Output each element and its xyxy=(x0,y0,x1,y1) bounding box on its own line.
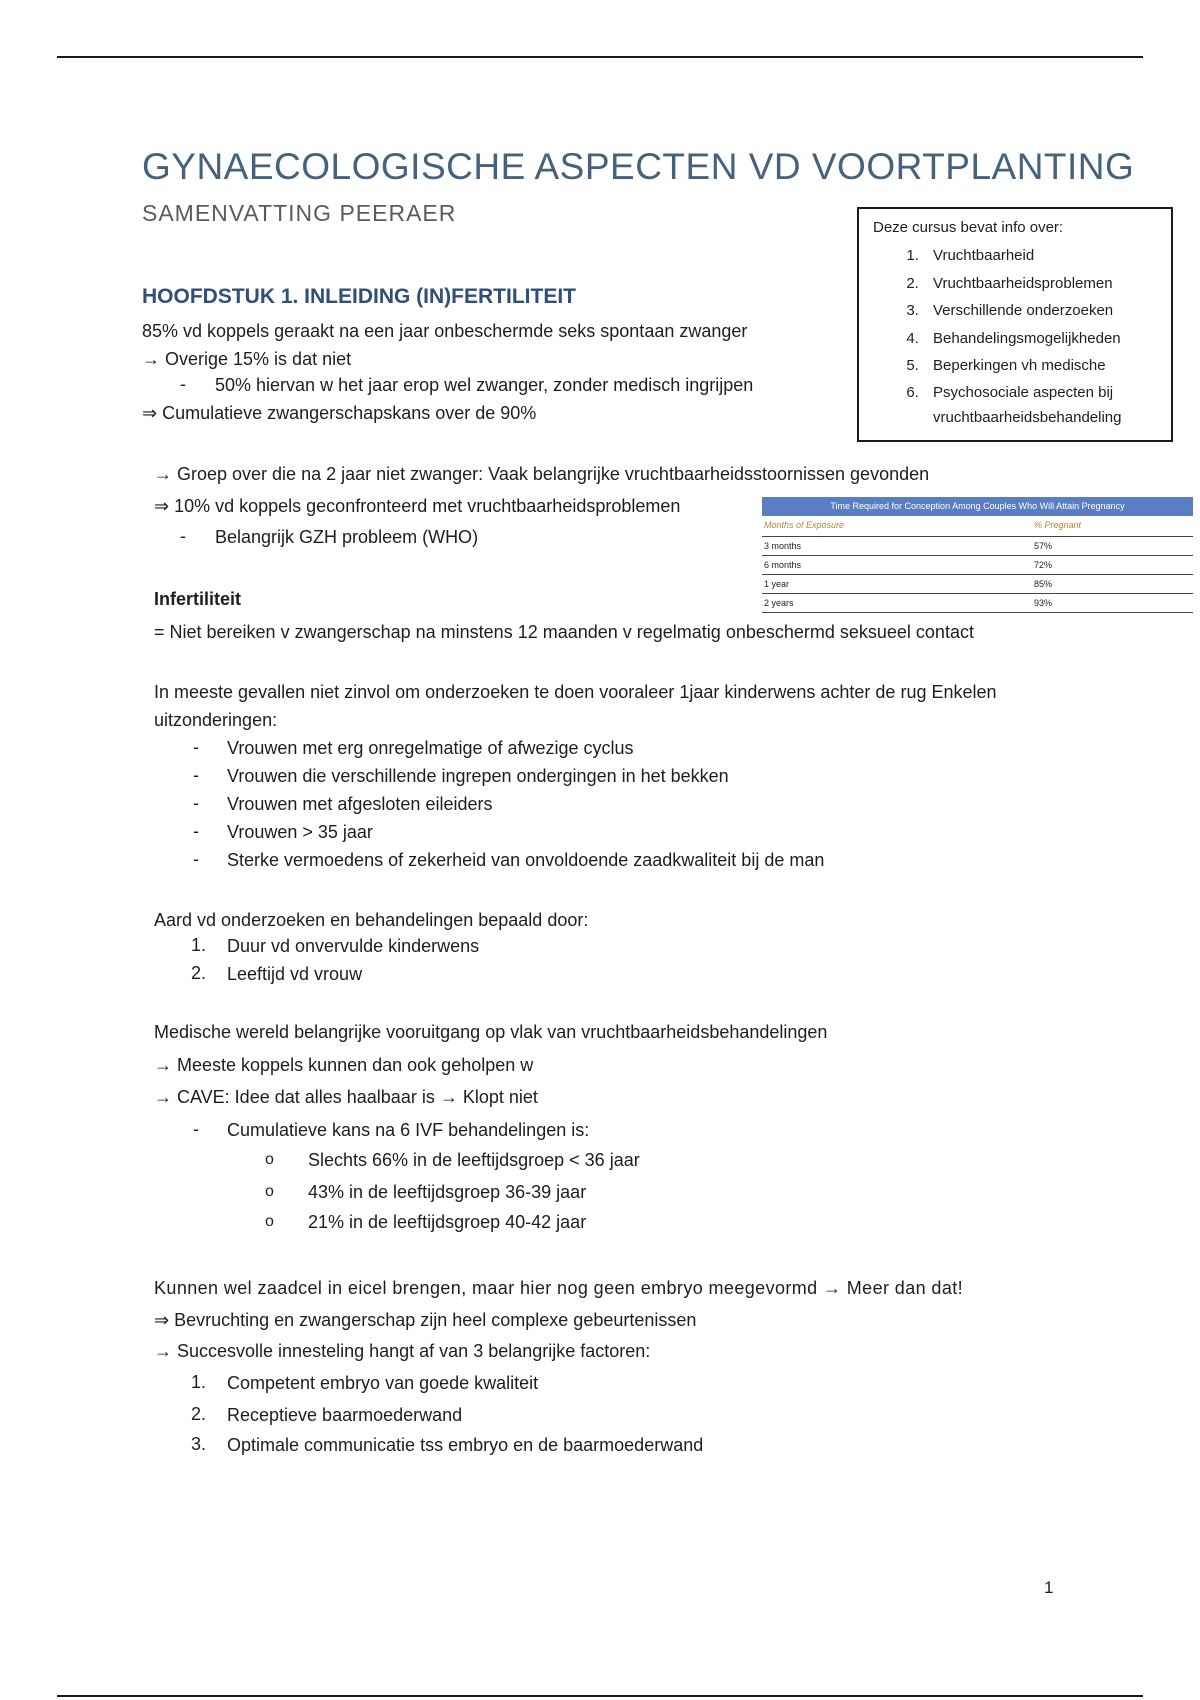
infertility-definition: = Niet bereiken v zwangerschap na minstens 12 maanden v regelmatig onbeschermd seksueel contact xyxy=(154,622,974,642)
list-item: 43% in de leeftijdsgroep 36-39 jaar xyxy=(308,1182,587,1202)
table-row xyxy=(762,537,1193,556)
top-rule xyxy=(57,56,1143,58)
page-number: 1 xyxy=(1044,1578,1054,1597)
infertility-heading: Infertiliteit xyxy=(154,589,242,609)
table-cell: 57% xyxy=(1034,541,1053,551)
intro-line: 85% vd koppels geraakt na een jaar onbeschermde seks spontaan zwanger xyxy=(142,321,748,341)
group-line: ⇒ 10% vd koppels geconfronteerd met vruchtbaarheidsproblemen xyxy=(154,496,681,516)
table-cell: 93% xyxy=(1034,598,1053,608)
table-row xyxy=(762,575,1193,594)
document-title: GYNAECOLOGISCHE ASPECTEN VD VOORTPLANTING xyxy=(142,146,1135,187)
progress-line: Medische wereld belangrijke vooruitgang op vlak van vruchtbaarheidsbehandelingen xyxy=(154,1022,828,1042)
dash-bullet: - xyxy=(193,821,199,841)
list-number: 3. xyxy=(191,1434,207,1454)
intro-line: → Overige 15% is dat niet xyxy=(142,349,352,369)
table-cell: 85% xyxy=(1034,579,1053,589)
infobox-list xyxy=(873,242,1171,430)
list-item: Slechts 66% in de leeftijdsgroep < 36 jaar xyxy=(308,1150,640,1170)
table-cell: 3 months xyxy=(764,541,802,551)
progress-line: → CAVE: Idee dat alles haalbaar is → Klopt niet xyxy=(154,1087,538,1107)
document-subtitle: SAMENVATTING PEERAER xyxy=(142,200,457,226)
infobox-item: 2. Vruchtbaarheidsproblemen xyxy=(923,270,1171,298)
infobox-item: 5. Beperkingen vh medische xyxy=(923,352,1171,380)
intro-line: ⇒ Cumulatieve zwangerschapskans over de 90% xyxy=(142,403,537,423)
table-row xyxy=(762,594,1193,613)
implantation-line: Kunnen wel zaadcel in eicel brengen, maar hier nog geen embryo meegevormd → Meer dan dat! xyxy=(154,1278,964,1298)
dash-bullet: - xyxy=(180,374,186,394)
table-header-row xyxy=(762,516,1193,537)
list-item: Duur vd onvervulde kinderwens xyxy=(227,936,480,956)
intro-line: 50% hiervan w het jaar erop wel zwanger, zonder medisch ingrijpen xyxy=(215,375,754,395)
circle-bullet: o xyxy=(265,1183,274,1200)
infobox-item: 1. Vruchtbaarheid xyxy=(923,242,1171,270)
list-number: 2. xyxy=(191,1404,207,1424)
chapter-heading: HOOFDSTUK 1. INLEIDING (IN)FERTILITEIT xyxy=(142,285,576,308)
circle-bullet: o xyxy=(265,1213,274,1230)
bottom-rule xyxy=(57,1695,1143,1697)
dash-bullet: - xyxy=(180,526,186,546)
progress-line: → Meeste koppels kunnen dan ook geholpen w xyxy=(154,1055,534,1075)
list-item: Vrouwen die verschillende ingrepen ondergingen in het bekken xyxy=(227,766,729,786)
circle-bullet: o xyxy=(265,1151,274,1168)
conception-time-table xyxy=(762,497,1193,613)
infobox-intro: Deze cursus bevat info over: xyxy=(873,219,1064,236)
list-item: Leeftijd vd vrouw xyxy=(227,964,363,984)
list-item: Receptieve baarmoederwand xyxy=(227,1405,463,1425)
table-cell: 2 years xyxy=(764,598,794,608)
implantation-line: ⇒ Bevruchting en zwangerschap zijn heel complexe gebeurtenissen xyxy=(154,1310,697,1330)
column-header: Months of Exposure xyxy=(764,520,845,530)
dash-bullet: - xyxy=(193,1119,199,1139)
list-number: 1. xyxy=(191,935,207,955)
course-contents-box xyxy=(857,207,1173,442)
list-item: Optimale communicatie tss embryo en de baarmoederwand xyxy=(227,1435,704,1455)
exceptions-intro: In meeste gevallen niet zinvol om onderzoeken te doen vooraleer 1jaar kinderwens achter de rug Enkelen xyxy=(154,682,997,702)
list-item: Vrouwen met erg onregelmatige of afwezige cyclus xyxy=(227,738,634,758)
group-line: → Groep over die na 2 jaar niet zwanger: Vaak belangrijke vruchtbaarheidsstoornissen gevonden xyxy=(154,464,930,484)
infobox-item: 4. Behandelingsmogelijkheden xyxy=(923,325,1171,353)
list-item: 21% in de leeftijdsgroep 40-42 jaar xyxy=(308,1212,587,1232)
list-item: Sterke vermoedens of zekerheid van onvoldoende zaadkwaliteit bij de man xyxy=(227,850,825,870)
dash-bullet: - xyxy=(193,849,199,869)
group-line: Belangrijk GZH probleem (WHO) xyxy=(215,527,479,547)
dash-bullet: - xyxy=(193,737,199,757)
implantation-line: → Succesvolle innesteling hangt af van 3 belangrijke factoren: xyxy=(154,1341,651,1361)
infobox-item: 3. Verschillende onderzoeken xyxy=(923,297,1171,325)
table-cell: 72% xyxy=(1034,560,1053,570)
exceptions-intro: uitzonderingen: xyxy=(154,710,278,730)
table-title: Time Required for Conception Among Couples Who Will Attain Pregnancy xyxy=(762,497,1193,516)
column-header: % Pregnant xyxy=(1034,520,1082,530)
list-item: Vrouwen > 35 jaar xyxy=(227,822,373,842)
infobox-item: 6. Psychosociale aspecten bij vruchtbaarheidsbehandeling xyxy=(923,380,1171,430)
progress-sub: Cumulatieve kans na 6 IVF behandelingen is: xyxy=(227,1120,590,1140)
list-item: Vrouwen met afgesloten eileiders xyxy=(227,794,493,814)
list-number: 1. xyxy=(191,1372,207,1392)
list-item: Competent embryo van goede kwaliteit xyxy=(227,1373,539,1393)
table-cell: 6 months xyxy=(764,560,802,570)
table-cell: 1 year xyxy=(764,579,790,589)
table-row xyxy=(762,556,1193,575)
list-number: 2. xyxy=(191,963,207,983)
nature-intro: Aard vd onderzoeken en behandelingen bepaald door: xyxy=(154,910,589,930)
dash-bullet: - xyxy=(193,793,199,813)
dash-bullet: - xyxy=(193,765,199,785)
